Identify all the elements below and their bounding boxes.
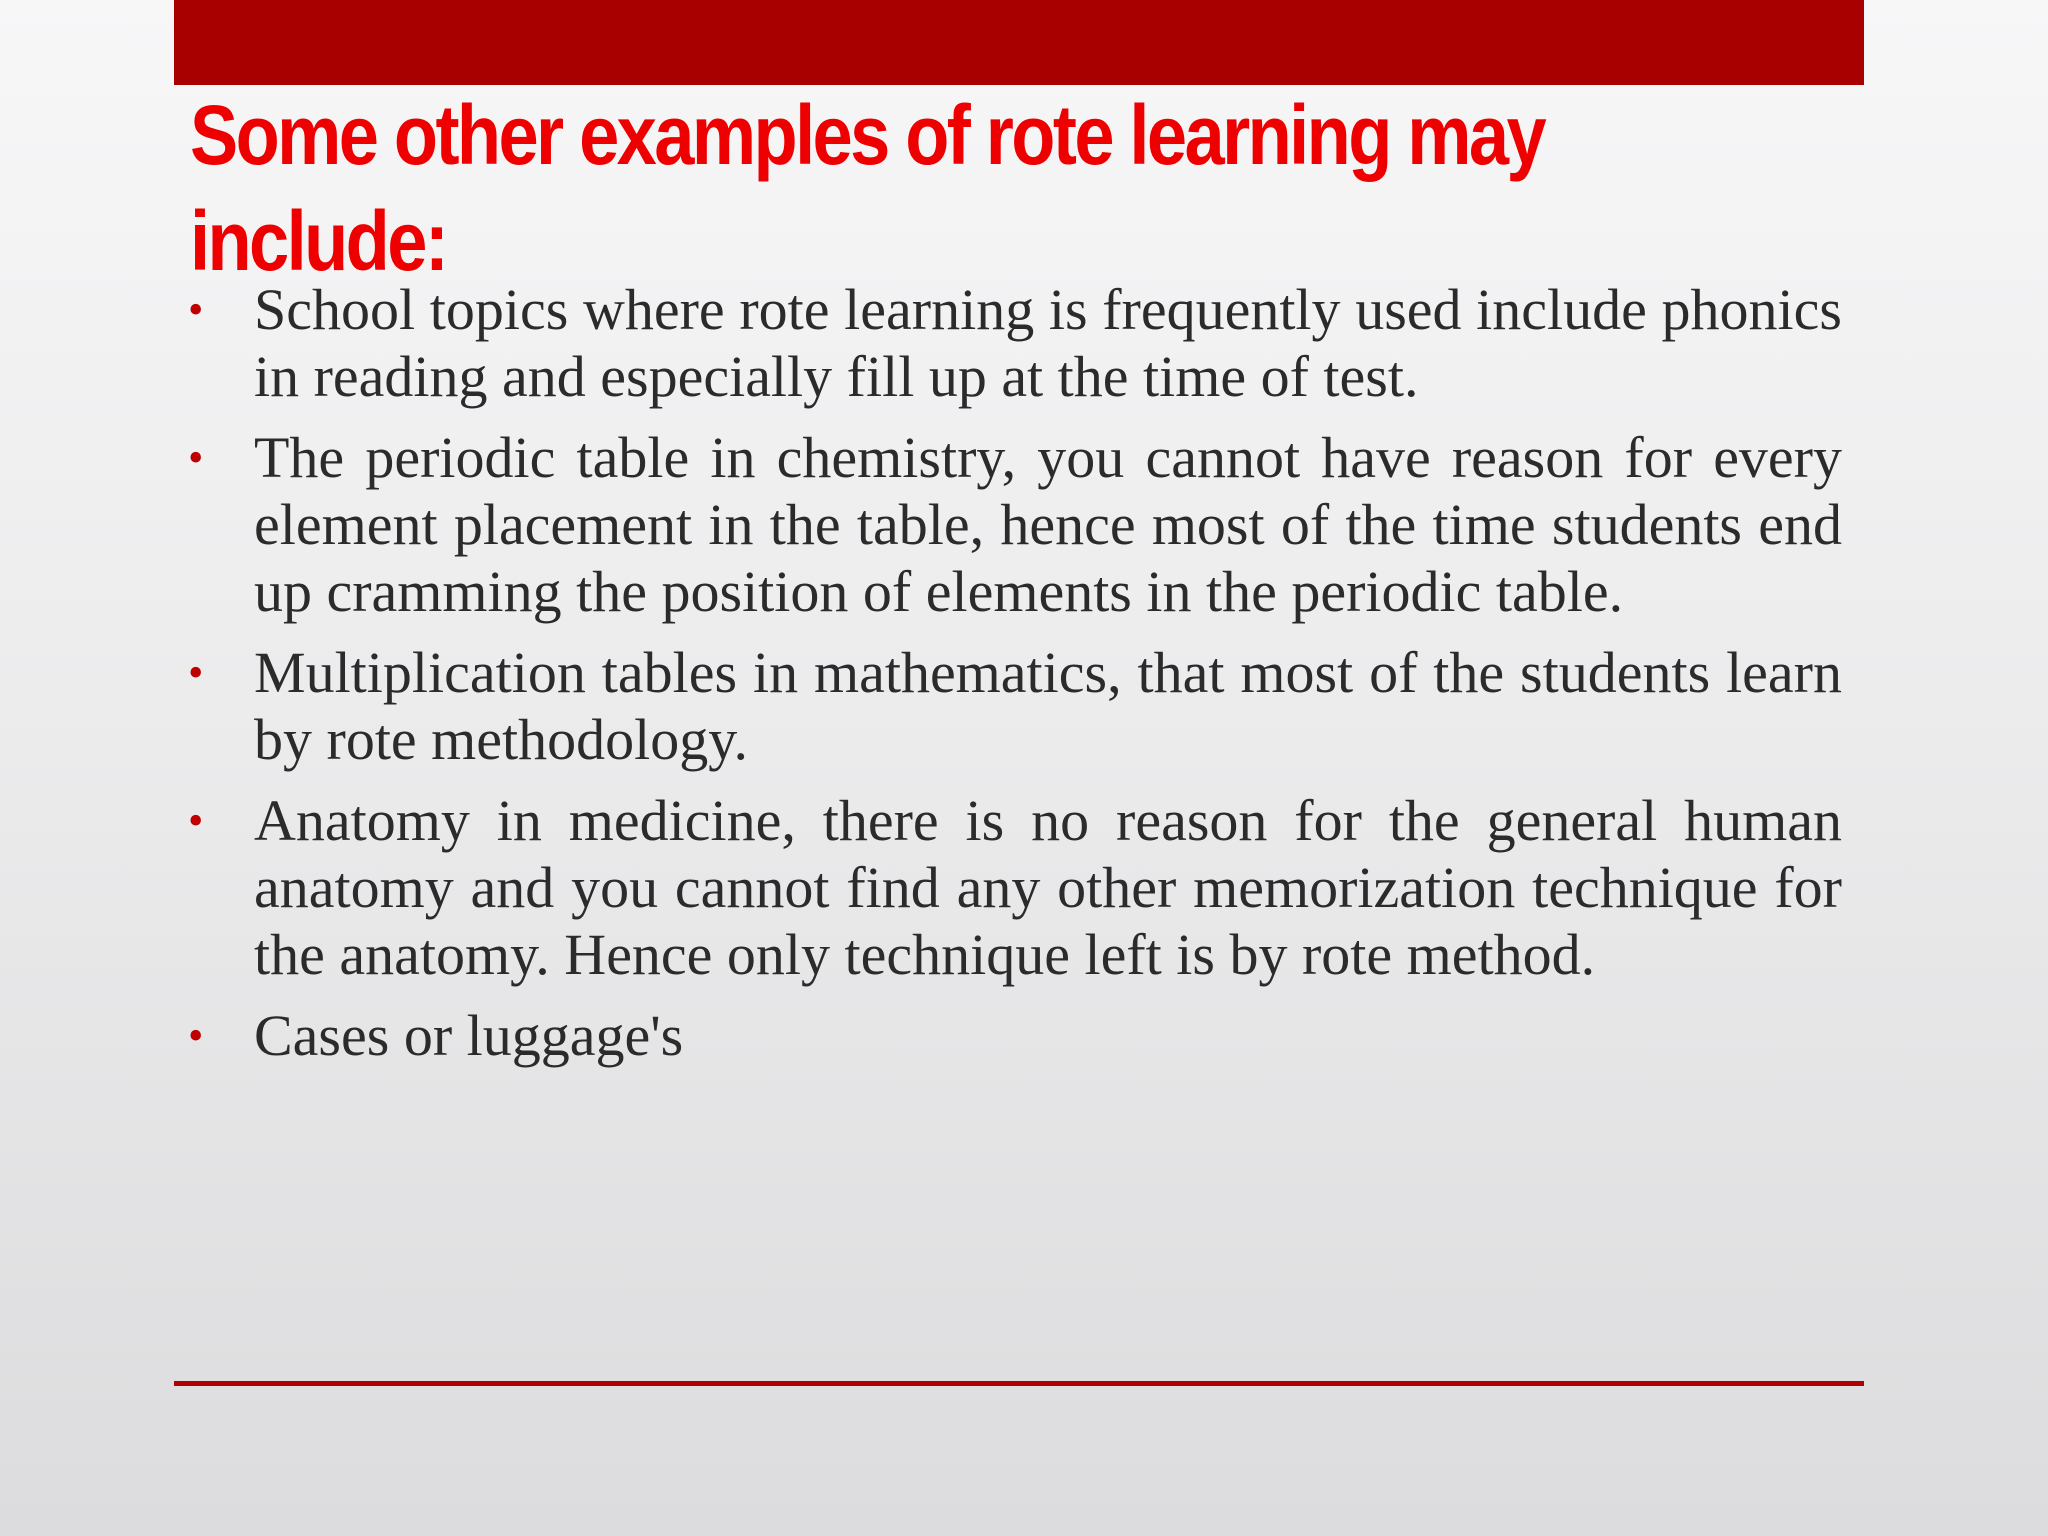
bullet-marker-icon: • xyxy=(188,796,204,845)
bottom-divider xyxy=(174,1381,1864,1386)
bullet-item xyxy=(186,424,1842,625)
bullet-text: Anatomy in medicine, there is no reason for the general human anatomy and you cannot find any other memorization technique for the anatomy. Hence only technique left is by rote method. xyxy=(254,788,1842,987)
bullet-item xyxy=(186,1002,1842,1069)
bullet-item xyxy=(186,787,1842,988)
top-accent-bar xyxy=(174,0,1864,85)
bullet-item xyxy=(186,639,1842,773)
bullet-text: School topics where rote learning is frequently used include phonics in reading and especially fill up at the time of test. xyxy=(254,277,1842,409)
bullet-text: Cases or luggage's xyxy=(254,1003,684,1068)
bullet-list xyxy=(186,276,1842,1083)
bullet-marker-icon: • xyxy=(188,285,204,334)
bullet-marker-icon: • xyxy=(188,648,204,697)
bullet-marker-icon: • xyxy=(188,1011,204,1060)
bullet-item xyxy=(186,276,1842,410)
bullet-text: The periodic table in chemistry, you cannot have reason for every element placement in the table, hence most of the time students end up cramming the position of elements in the periodic table. xyxy=(254,425,1842,624)
slide-title: Some other examples of rote learning may include: xyxy=(190,88,1545,288)
bullet-text: Multiplication tables in mathematics, that most of the students learn by rote methodology. xyxy=(254,640,1842,772)
bullet-marker-icon: • xyxy=(188,433,204,482)
